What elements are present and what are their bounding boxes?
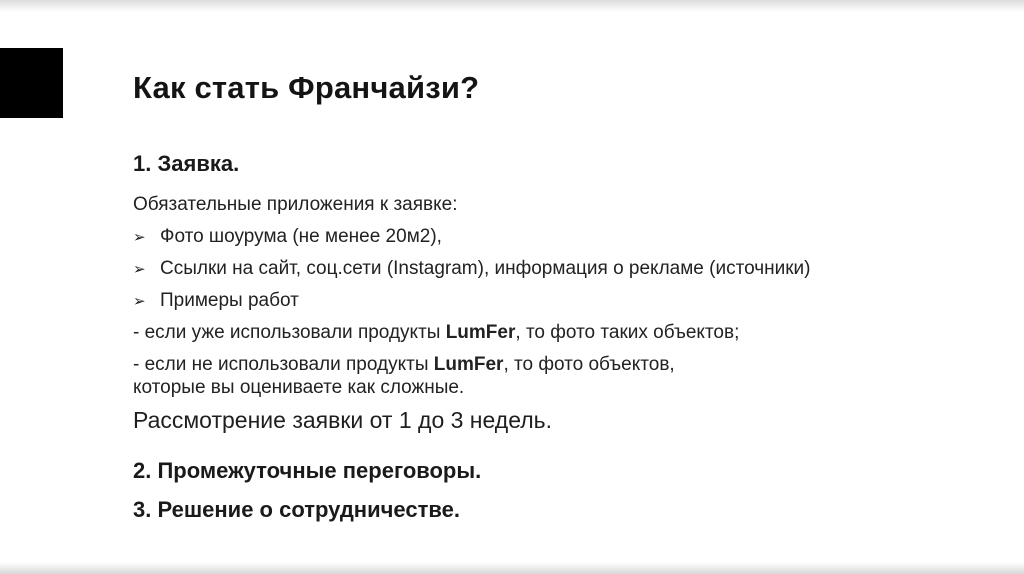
review-time-text: Рассмотрение заявки от 1 до 3 недель. <box>133 407 553 433</box>
bullet-text: Фото шоурума (не менее 20м2), <box>160 226 442 247</box>
dash-line-continuation: которые вы оцениваете как сложные. <box>133 377 465 398</box>
slide-title: Как стать Франчайзи? <box>133 70 480 105</box>
dash-line-text: - если уже использовали продукты <box>133 322 446 343</box>
attachments-subheading: Обязательные приложения к заявке: <box>133 194 458 215</box>
step1-heading: 1. Заявка. <box>133 151 240 176</box>
dash-line-used <box>133 321 739 345</box>
black-accent-block <box>0 48 63 118</box>
arrow-bullet-icon: ➢ <box>133 261 146 278</box>
step3-heading: 3. Решение о сотрудничестве. <box>133 497 460 522</box>
arrow-bullet-icon: ➢ <box>133 293 146 310</box>
bullet-item <box>133 289 299 314</box>
top-shadow <box>0 0 1024 12</box>
arrow-bullet-icon: ➢ <box>133 229 146 246</box>
bullet-text: Примеры работ <box>160 290 299 311</box>
dash-line-text: , то фото объектов, <box>503 354 675 375</box>
bottom-shadow <box>0 562 1024 574</box>
step2-heading: 2. Промежуточные переговоры. <box>133 458 482 483</box>
dash-line-text: - если не использовали продукты <box>133 354 434 375</box>
brand-name: LumFer <box>445 322 516 343</box>
dash-line-text: , то фото таких объектов; <box>515 322 740 343</box>
brand-name: LumFer <box>433 354 504 375</box>
dash-line-not-used <box>133 353 675 377</box>
bullet-text: Ссылки на сайт, соц.сети (Instagram), информация о рекламе (источники) <box>160 258 811 279</box>
bullet-item <box>133 225 442 250</box>
bullet-item <box>133 257 810 282</box>
